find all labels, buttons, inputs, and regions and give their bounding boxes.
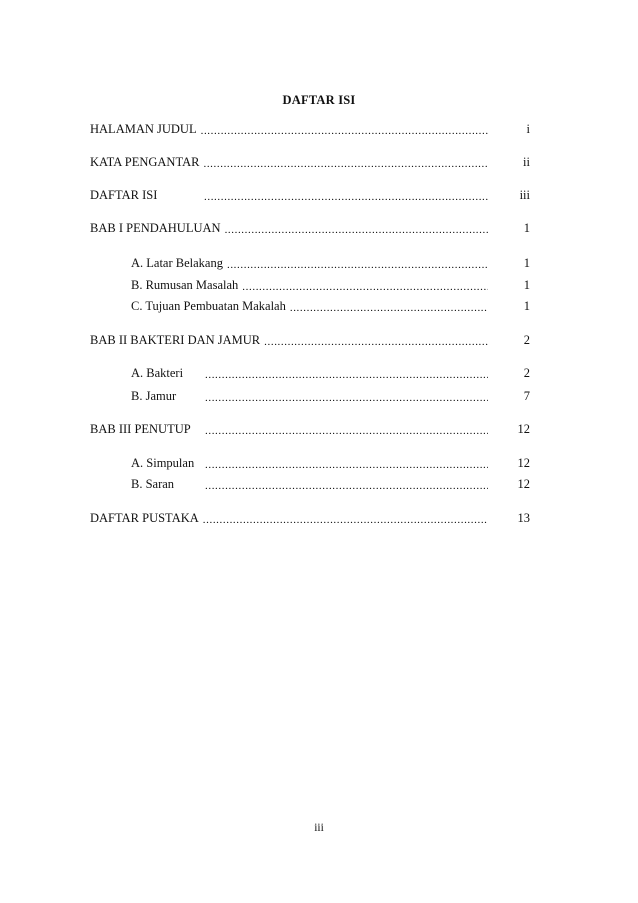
toc-entry-halaman-judul — [90, 122, 530, 138]
toc-entry-page: 1 — [523, 256, 530, 270]
toc-leader-dots — [290, 300, 488, 314]
toc-entry-label: B. Jamur — [131, 389, 205, 404]
toc-entry-saran — [131, 477, 530, 493]
toc-leader-dots — [205, 390, 488, 404]
toc-leader-dots — [205, 367, 488, 381]
toc-entry-daftar-pustaka — [90, 511, 530, 527]
toc-entry-jamur — [131, 389, 530, 405]
page-number: iii — [314, 822, 324, 834]
toc-entry-label: B. Saran — [131, 477, 205, 492]
toc-entry-label: DAFTAR ISI — [90, 188, 204, 203]
toc-entry-label: BAB I PENDAHULUAN — [90, 221, 225, 236]
toc-leader-dots — [205, 478, 488, 492]
toc-entry-label: C. Tujuan Pembuatan Makalah — [131, 299, 290, 314]
toc-entry-label: DAFTAR PUSTAKA — [90, 511, 203, 526]
toc-leader-dots — [203, 156, 488, 170]
toc-leader-dots — [242, 279, 488, 293]
toc-entry-kata-pengantar — [90, 155, 530, 171]
toc-entry-label: HALAMAN JUDUL — [90, 122, 201, 137]
toc-entry-page: 7 — [523, 389, 530, 403]
toc-entry-label: BAB III PENUTUP — [90, 422, 205, 437]
toc-entry-page: i — [526, 122, 530, 136]
toc-entry-label: A. Simpulan — [131, 456, 205, 471]
page-title: DAFTAR ISI — [282, 93, 356, 107]
toc-entry-page: 12 — [517, 456, 530, 470]
toc-leader-dots — [205, 423, 488, 437]
toc-entry-label: KATA PENGANTAR — [90, 155, 203, 170]
toc-entry-daftar-isi — [90, 188, 530, 204]
toc-entry-page: 2 — [523, 333, 530, 347]
toc-entry-page: 13 — [517, 511, 530, 525]
toc-entry-page: 12 — [517, 422, 530, 436]
toc-entry-bab-2 — [90, 333, 530, 349]
toc-leader-dots — [225, 222, 488, 236]
toc-entry-label: BAB II BAKTERI DAN JAMUR — [90, 333, 264, 348]
toc-entry-label: A. Bakteri — [131, 366, 205, 381]
toc-entry-bab-3 — [90, 422, 530, 438]
toc-entry-page: 1 — [523, 278, 530, 292]
toc-leader-dots — [203, 512, 488, 526]
toc-entry-bakteri — [131, 366, 530, 382]
toc-entry-tujuan — [131, 299, 530, 315]
toc-leader-dots — [204, 189, 488, 203]
toc-leader-dots — [227, 257, 488, 271]
toc-entry-latar-belakang — [131, 256, 530, 272]
toc-entry-page: 1 — [523, 221, 530, 235]
toc-entry-label: A. Latar Belakang — [131, 256, 227, 271]
toc-entry-bab-1 — [90, 221, 530, 237]
toc-entry-label: B. Rumusan Masalah — [131, 278, 242, 293]
toc-leader-dots — [264, 334, 488, 348]
toc-leader-dots — [201, 123, 488, 137]
toc-leader-dots — [205, 457, 488, 471]
toc-entry-rumusan-masalah — [131, 278, 530, 294]
toc-entry-simpulan — [131, 456, 530, 472]
toc-entry-page: 1 — [523, 299, 530, 313]
toc-entry-page: iii — [519, 188, 530, 202]
toc-entry-page: ii — [523, 155, 530, 169]
toc-entry-page: 2 — [523, 366, 530, 380]
toc-entry-page: 12 — [517, 477, 530, 491]
